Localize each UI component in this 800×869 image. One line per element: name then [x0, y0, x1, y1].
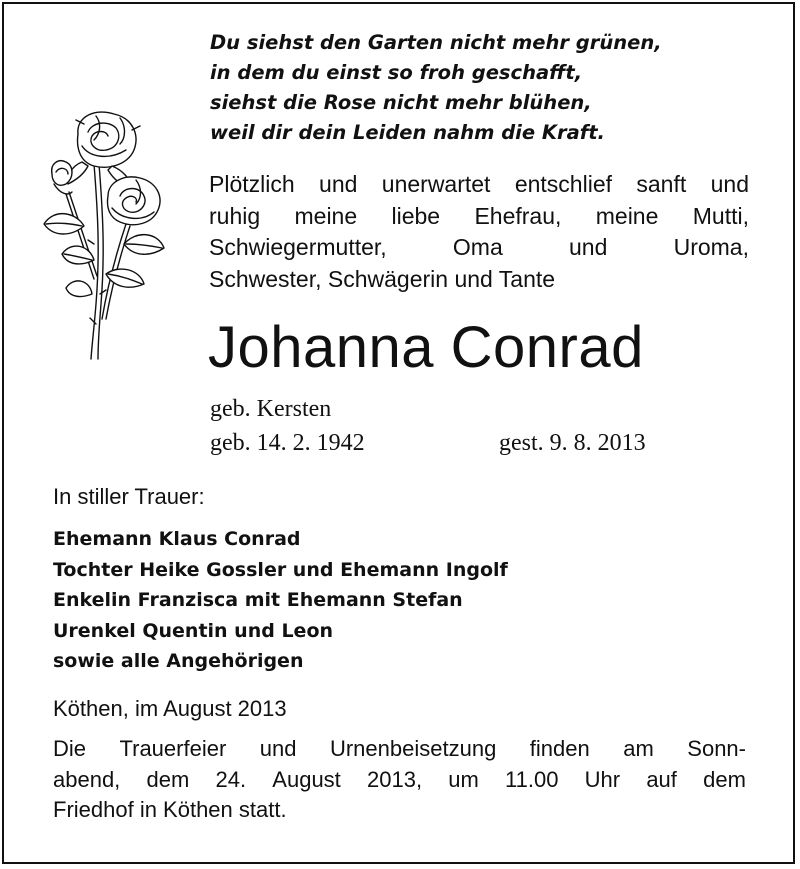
word: unerwartet: [381, 171, 491, 197]
rose-icon: [36, 104, 166, 364]
poem: [210, 28, 770, 148]
word: Die: [53, 736, 87, 761]
word: liebe: [391, 202, 441, 229]
word: Oma: [452, 234, 503, 260]
word: Ehefrau,: [474, 202, 562, 229]
word: und: [568, 234, 608, 260]
death-announcement-text: [209, 169, 749, 295]
word: Schwester, Schwägerin und Tante: [209, 265, 556, 292]
word: Uhr: [584, 766, 621, 792]
word: ruhig: [209, 202, 261, 229]
word: August: [272, 766, 341, 792]
word: sanft: [636, 171, 687, 197]
mourners-heading: In stiller Trauer:: [53, 484, 205, 509]
deceased-name: Johanna Conrad: [208, 315, 644, 380]
word: um: [448, 766, 479, 792]
word: Trauerfeier: [119, 736, 227, 761]
poem-line: siehst die Rose nicht mehr blühen,: [210, 91, 592, 114]
service-line: [53, 734, 746, 765]
poem-line: weil dir dein Leiden nahm die Kraft.: [210, 121, 605, 144]
maiden-name: geb. Kersten: [210, 396, 332, 422]
word: auf: [646, 766, 677, 792]
word: 11.00: [505, 766, 559, 792]
birth-date: geb. 14. 2. 1942: [210, 430, 365, 456]
service-info: [53, 734, 746, 826]
word: meine: [595, 202, 659, 229]
family-member: sowie alle Angehörigen: [53, 650, 304, 672]
word: Uroma,: [673, 234, 749, 260]
word: Schwiegermutter,: [209, 234, 387, 260]
family-member: Enkelin Franzisca mit Ehemann Stefan: [53, 589, 463, 611]
intro-line: [209, 232, 749, 264]
place-date: Köthen, im August 2013: [53, 696, 287, 721]
word: abend,: [53, 766, 121, 792]
intro-line: [209, 201, 749, 233]
poem-line: in dem du einst so froh geschafft,: [210, 61, 583, 84]
service-line: [53, 795, 746, 826]
service-line: [53, 765, 746, 796]
word: 2013,: [367, 766, 423, 792]
word: und: [259, 736, 297, 761]
word: dem: [703, 766, 746, 792]
family-list: [53, 524, 508, 677]
word: Mutti,: [692, 202, 749, 229]
word: meine: [294, 202, 358, 229]
family-member: Urenkel Quentin und Leon: [53, 619, 334, 642]
word: 24.: [215, 766, 247, 792]
intro-line: [209, 264, 749, 296]
death-date: gest. 9. 8. 2013: [499, 430, 646, 456]
word: am: [623, 736, 654, 761]
word: entschlief: [514, 171, 612, 197]
word: und: [319, 171, 358, 197]
word: dem: [146, 766, 190, 792]
intro-line: [209, 169, 749, 201]
word: Plötzlich: [209, 171, 295, 197]
word: Friedhof in Köthen statt.: [53, 797, 287, 822]
poem-line: Du siehst den Garten nicht mehr grünen,: [210, 31, 662, 54]
family-member: Tochter Heike Gossler und Ehemann Ingolf: [53, 558, 508, 581]
word: und: [710, 171, 749, 197]
word: Urnenbeisetzung: [329, 736, 497, 761]
word: Sonn-: [687, 736, 746, 761]
word: finden: [529, 736, 590, 761]
family-member: Ehemann Klaus Conrad: [53, 528, 301, 550]
